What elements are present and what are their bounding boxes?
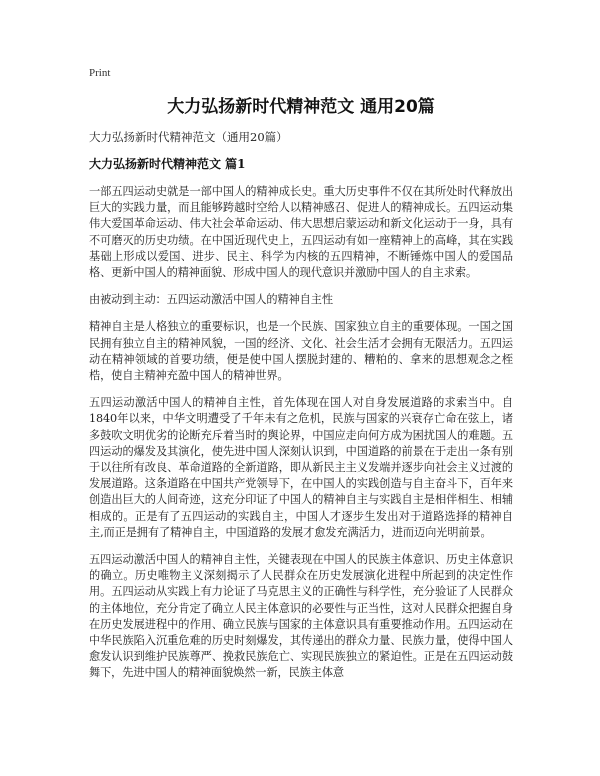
paragraph-development-path: 五四运动激活中国人的精神自主性，首先体现在国人对自身发展道路的求索当中。自1840年以来，中华文明遭受了千年未有之危机，民族与国家的兴衰存亡命在弦上，诸多鼓吹文明优劣的论断充斥着当时的舆论界，中国应走向何方成为困扰国人的难题。五四运动的爆发及其演化，使先进中国人深刻认识到，中国道路的前景在于走出一条有别于以往所有改良、革命道路的全新道路，即从新民主主义发端并逐步向社会主义过渡的发展道路。这条道路在中国共产党领导下，在中国人的实践创造与自主奋斗下，百年来创造出巨大的人间奇迹，这充分印证了中国人的精神自主与实践自主是相伴相生、相辅相成的。正是有了五四运动的实践自主，中国人才逐步生发出对于道路选择的精神自主,而正是拥有了精神自主，中国道路的发展才愈发充满活力，进而迈向光明前景。 [89,396,513,539]
paragraph-intro: 一部五四运动史就是一部中国人的精神成长史。重大历史事件不仅在其所处时代释放出巨大的实践力量，而且能够跨越时空给人以精神感召、促进人的精神成长。五四运动集伟大爱国革命运动、伟大社会革命运动、伟大思想启蒙运动和新文化运动于一身，具有不可磨灭的历史功绩。在中国近现代史上，五四运动有如一座精神上的高峰，其在实践基础上形成以爱国、进步、民主、科学为内核的五四精神，不断锤炼中国人的爱国品格、更新中国人的精神面貌、形成中国人的现代意识并激励中国人的自主求索。 [89,185,513,280]
section-heading: 大力弘扬新时代精神范文 篇1 [89,157,246,171]
paragraph-subheading: 由被动到主动：五四运动激活中国人的精神自主性 [89,293,333,307]
paragraph-spiritual-autonomy: 精神自主是人格独立的重要标识，也是一个民族、国家独立自主的重要体现。一国之国民拥有独立自主的精神风貌，一国的经济、文化、社会生活才会拥有无限活力。五四运动在精神领域的首要功绩，便是使中国人摆脱封建的、糟粕的、拿来的思想观念之桎梏，使自主精神充盈中国人的精神世界。 [89,320,513,383]
document-subtitle: 大力弘扬新时代精神范文（通用20篇） [89,130,288,144]
print-link[interactable]: Print [89,67,111,79]
document-page [89,66,513,693]
paragraph-subject-consciousness: 五四运动激活中国人的精神自主性，关键表现在中国人的民族主体意识、历史主体意识的确立。历史唯物主义深刻揭示了人民群众在历史发展演化进程中所起到的决定性作用。五四运动从实践上有力论证了马克思主义的正确性与科学性，充分验证了人民群众的主体地位，充分肯定了确立人民主体意识的必要性与正当性，这对人民群众把握自身在历史发展进程中的作用、确立民族与国家的主体意识具有重要推动作用。五四运动在中华民族陷入沉重危难的历史时刻爆发，其传递出的群众力量、民族力量，使得中国人愈发认识到维护民族尊严、挽救民族危亡、实现民族独立的紧迫性。正是在五四运动鼓舞下，先进中国人的精神面貌焕然一新，民族主体意 [89,553,513,680]
document-title: 大力弘扬新时代精神范文 通用20篇 [167,97,435,117]
